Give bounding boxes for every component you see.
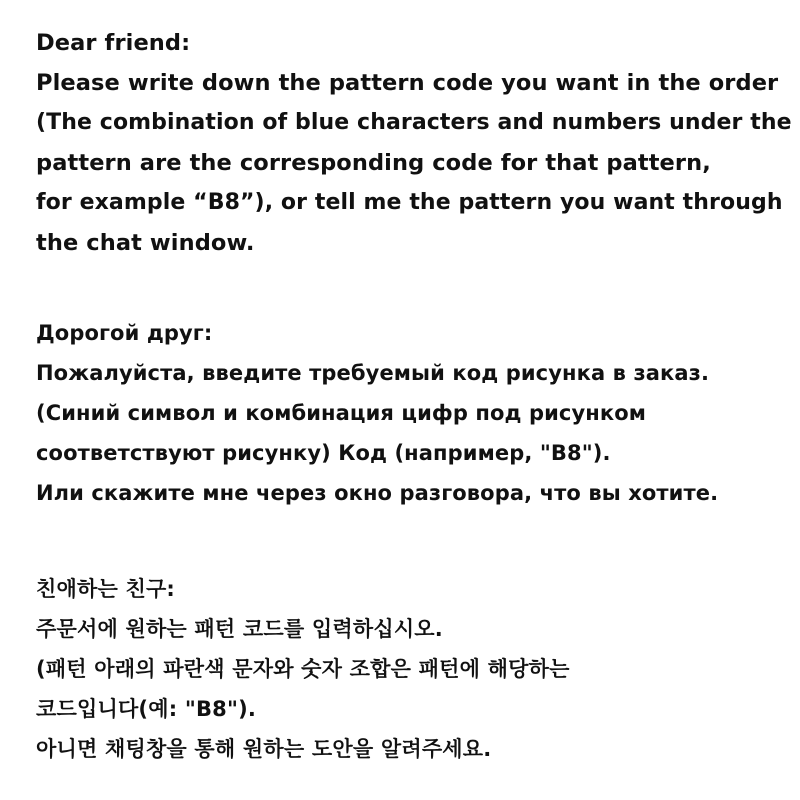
- korean-line-3: 코드입니다(예: "B8").: [36, 697, 257, 721]
- russian-line-1: Пожалуйста, введите требуемый код рисунка в заказ.: [36, 361, 710, 385]
- russian-line-4: Или скажите мне через окно разговора, что вы хотите.: [36, 481, 719, 505]
- english-line-1: Please write down the pattern code you want in the order: [36, 70, 779, 96]
- english-line-5: the chat window.: [36, 230, 255, 256]
- korean-greeting: 친애하는 친구:: [36, 577, 176, 601]
- russian-line-2: (Синий символ и комбинация цифр под рисунком: [36, 401, 647, 425]
- korean-line-2: (패턴 아래의 파란색 문자와 숫자 조합은 패턴에 해당하는: [36, 657, 570, 681]
- russian-greeting: Дорогой друг:: [36, 321, 213, 345]
- english-greeting: Dear friend:: [36, 30, 191, 56]
- korean-line-4: 아니면 채팅창을 통해 원하는 도안을 알려주세요.: [36, 737, 492, 761]
- english-line-4: for example “B8”), or tell me the pattern you want through: [36, 190, 783, 215]
- english-line-2: (The combination of blue characters and numbers under the: [36, 110, 792, 135]
- russian-line-3: соответствуют рисунку) Код (например, "B8").: [36, 441, 611, 465]
- korean-line-1: 주문서에 원하는 패턴 코드를 입력하십시오.: [36, 617, 443, 641]
- english-line-3: pattern are the corresponding code for that pattern,: [36, 150, 711, 176]
